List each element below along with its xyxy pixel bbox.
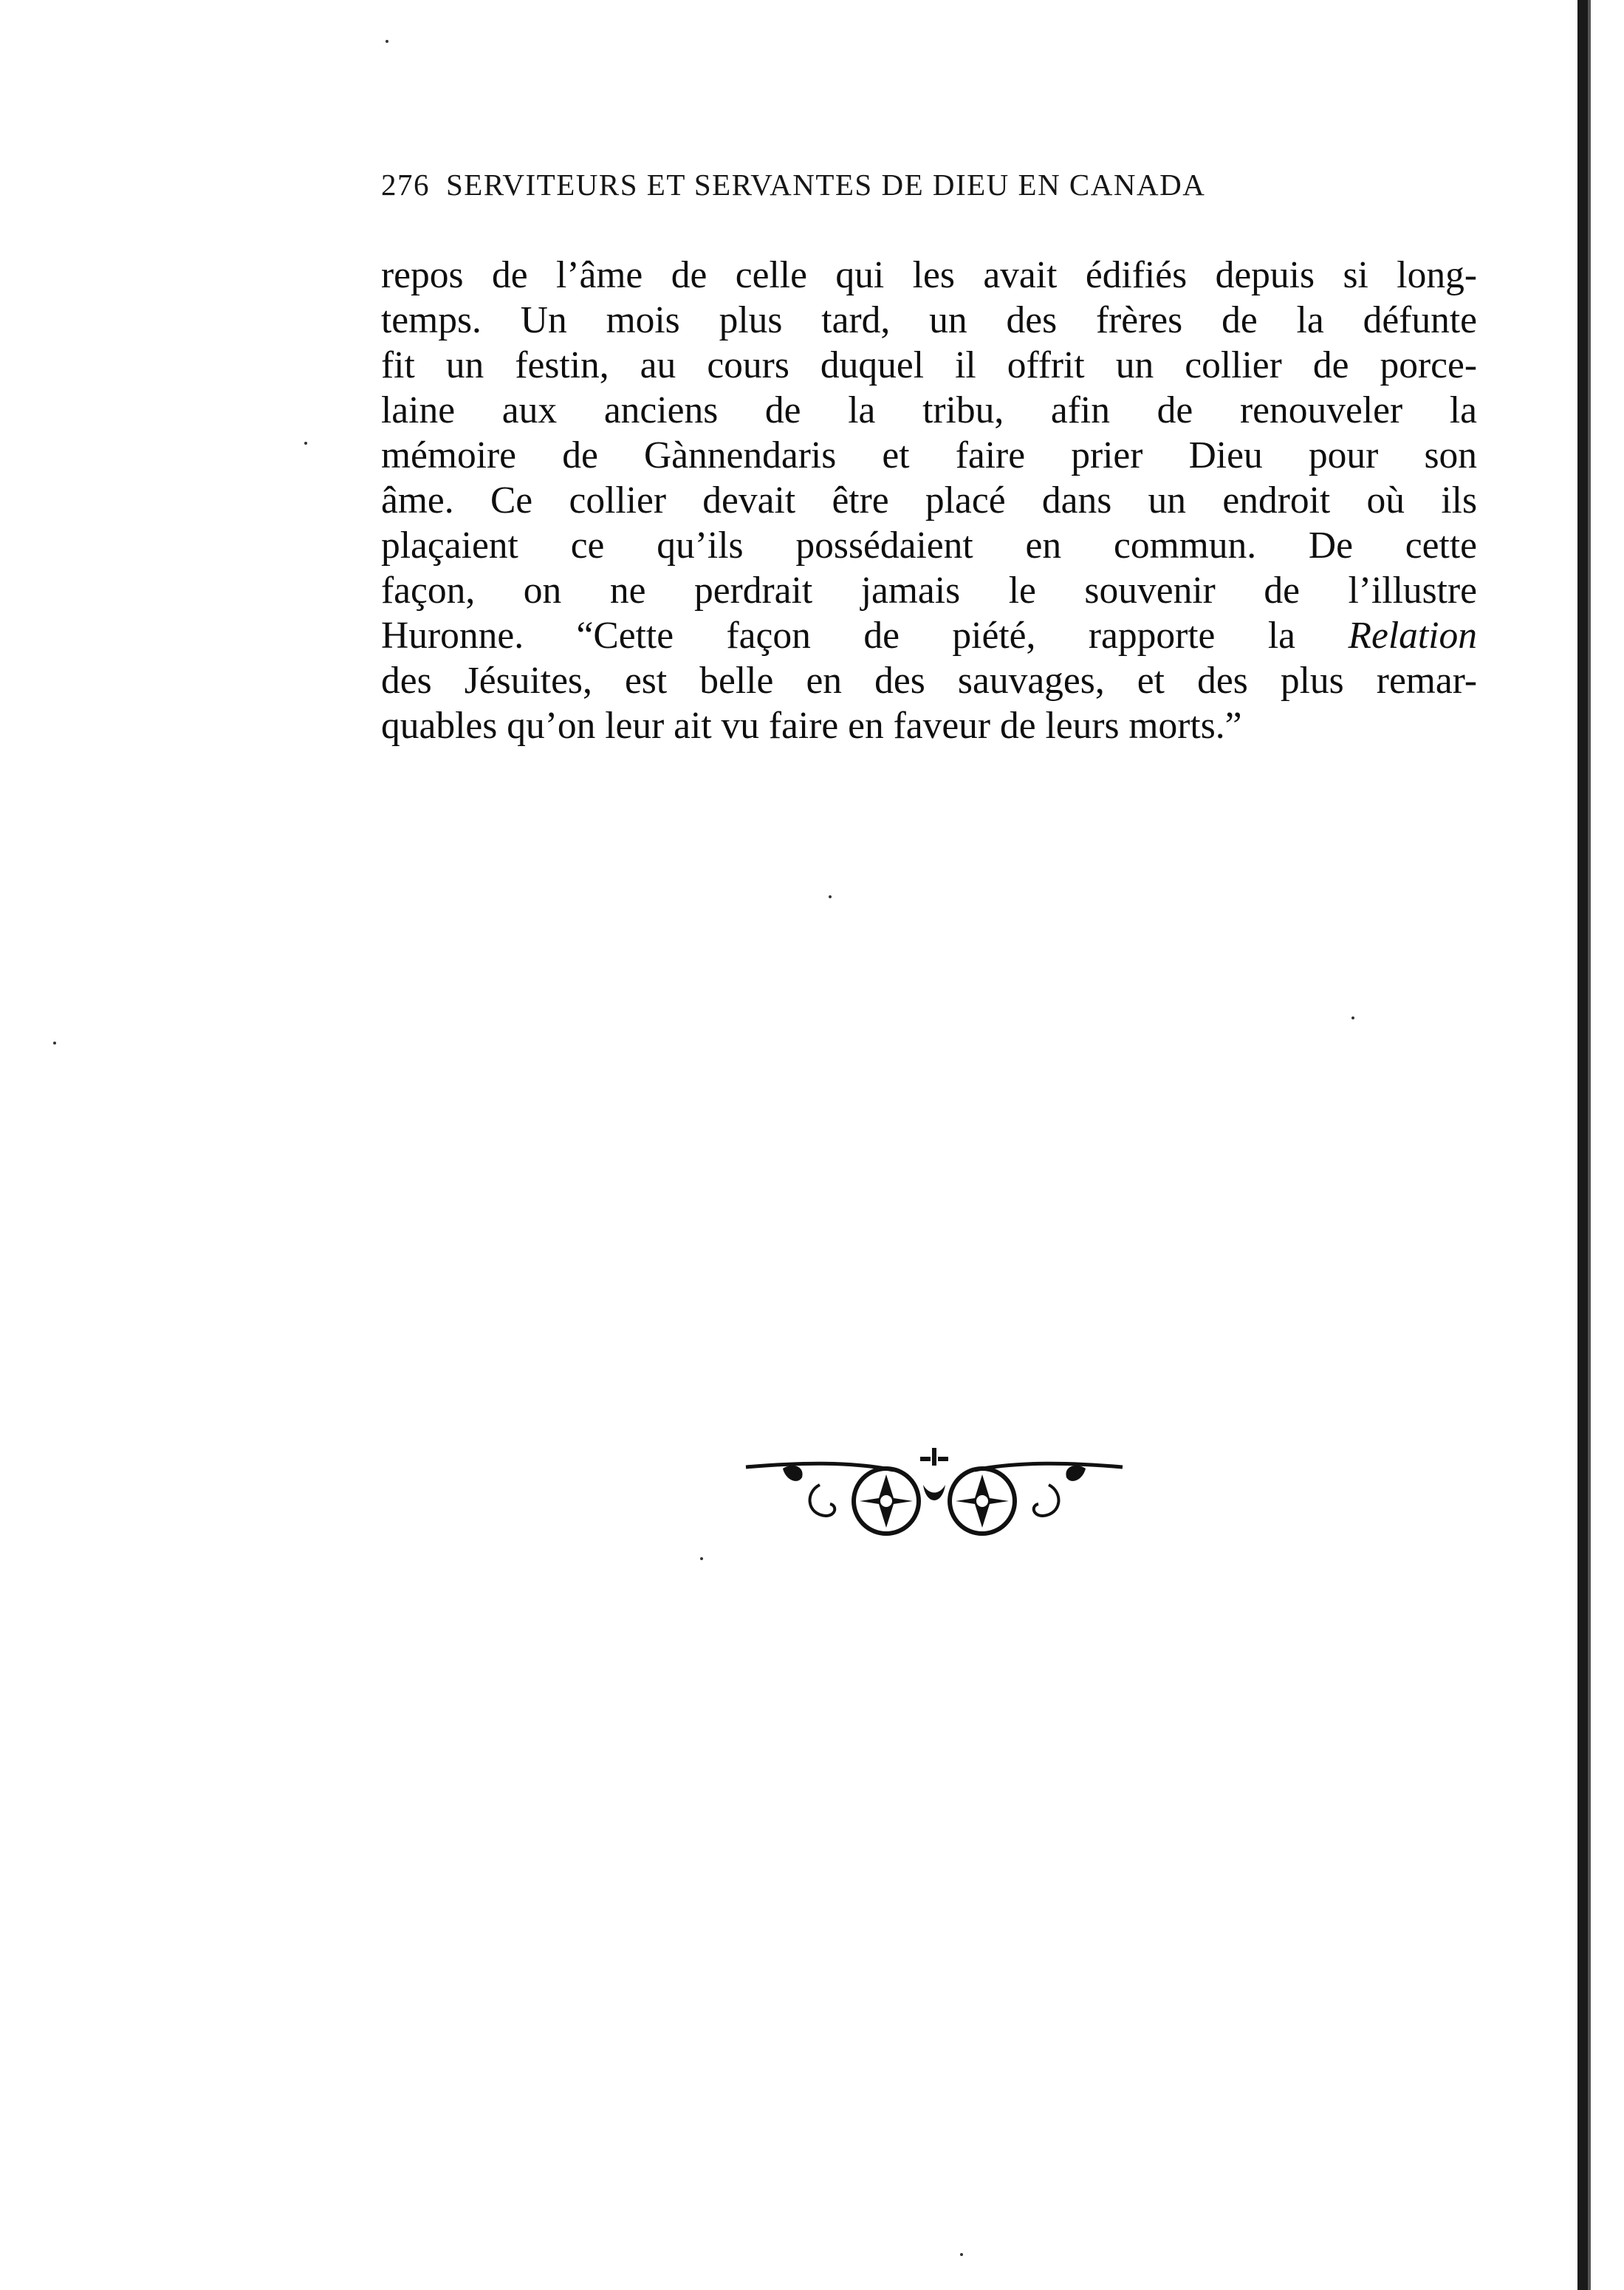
scan-speck: [829, 895, 832, 898]
page-number: 276: [381, 168, 430, 202]
text-line-2: temps. Un mois plus tard, un des frères de la défunte: [381, 299, 1477, 341]
text-line-9-start: Huronne. “Cette façon de piété, rapporte la: [381, 615, 1349, 657]
text-line-9: [381, 613, 1477, 658]
scan-speck: [386, 40, 388, 43]
text-line-8: façon, on ne perdrait jamais le souvenir de l’illustre: [381, 570, 1477, 612]
scan-speck: [960, 2253, 963, 2256]
relation-italic: Relation: [1348, 615, 1477, 657]
binding-edge-shadow: [1588, 0, 1591, 2290]
running-title: SERVITEURS ET SERVANTES DE DIEU EN CANADA: [446, 168, 1206, 202]
floral-tailpiece-icon: [739, 1440, 1130, 1544]
text-line-7: plaçaient ce qu’ils possédaient en commun. De cette: [381, 524, 1477, 567]
scan-speck: [304, 442, 307, 445]
text-line-10: des Jésuites, est belle en des sauvages, et des plus remar-: [381, 660, 1477, 702]
scan-speck: [1351, 1016, 1354, 1019]
text-line-3: fit un festin, au cours duquel il offrit un collier de porce-: [381, 344, 1477, 386]
scan-speck: [53, 1042, 56, 1045]
text-line-5: mémoire de Gànnendaris et faire prier Dieu pour son: [381, 434, 1477, 476]
running-head: [381, 167, 1400, 202]
text-line-4: laine aux anciens de la tribu, afin de renouveler la: [381, 389, 1477, 431]
scan-speck: [700, 1557, 703, 1560]
text-line-11: quables qu’on leur ait vu faire en faveur de leurs morts.”: [381, 705, 1242, 747]
body-paragraph: [381, 253, 1477, 748]
text-line-1: repos de l’âme de celle qui les avait édifiés depuis si long-: [381, 254, 1477, 296]
text-line-6: âme. Ce collier devait être placé dans un endroit où ils: [381, 479, 1477, 522]
